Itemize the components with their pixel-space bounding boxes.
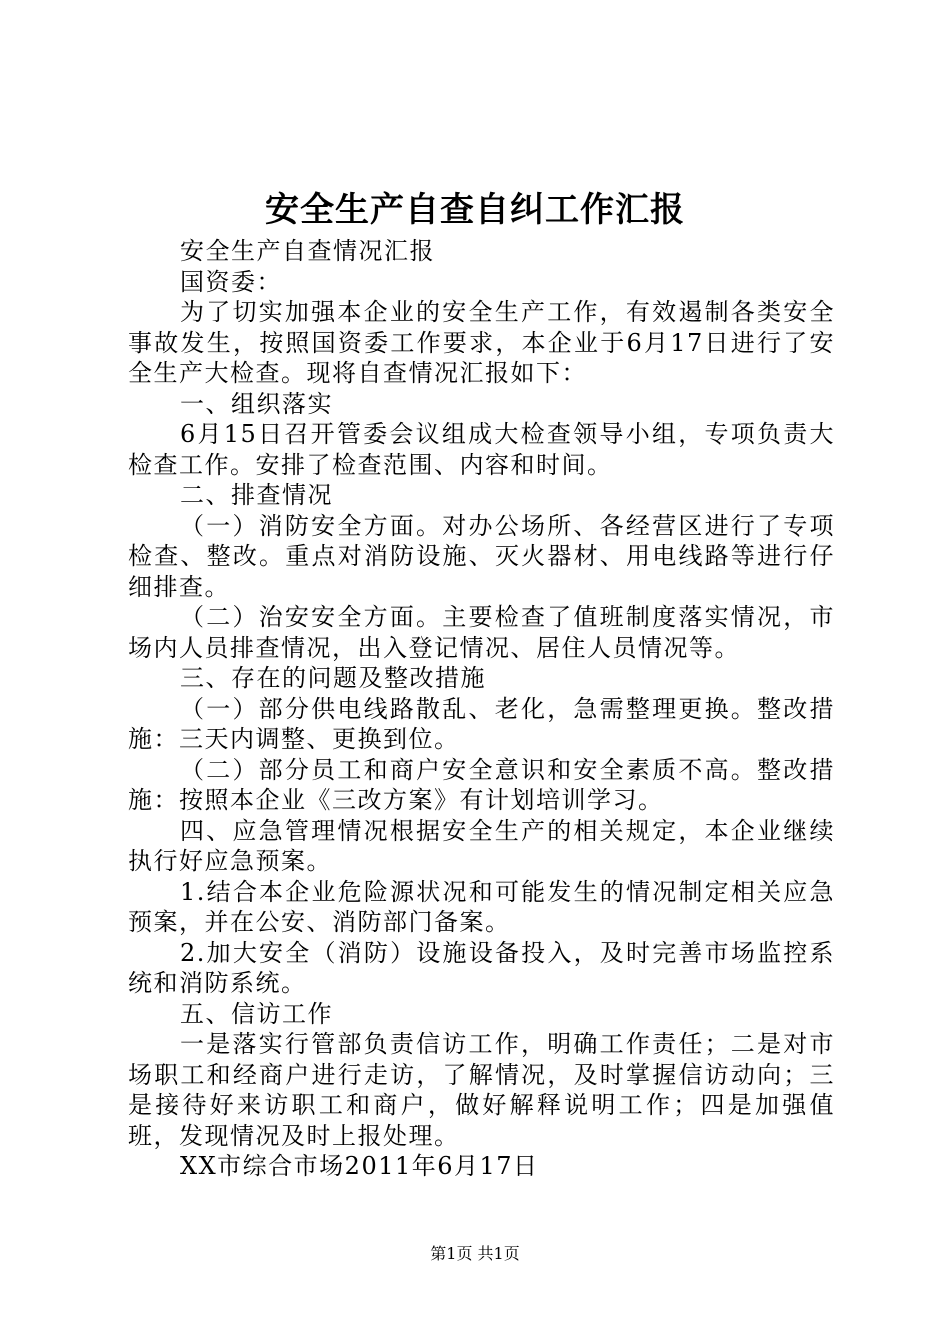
paragraph-emergency-1: 1.结合本企业危险源状况和可能发生的情况制定相关应急预案，并在公安、消防部门备案。 [128, 877, 835, 936]
paragraph-issue-2: （二）部分员工和商户安全意识和安全素质不高。整改措施：按照本企业《三改方案》有计划培训学习。 [128, 755, 835, 814]
page-footer: 第1页 共1页 [430, 1244, 520, 1263]
paragraph-signature-date: XX市综合市场2011年6月17日 [180, 1152, 539, 1180]
paragraph-fire-safety: （一）消防安全方面。对办公场所、各经营区进行了专项检查、整改。重点对消防设施、灭火器材、用电线路等进行仔细排查。 [128, 511, 835, 601]
paragraph-public-security: （二）治安安全方面。主要检查了值班制度落实情况，市场内人员排查情况，出入登记情况、居住人员情况等。 [128, 603, 835, 662]
paragraph-issue-1: （一）部分供电线路散乱、老化，急需整理更换。整改措施：三天内调整、更换到位。 [128, 694, 835, 753]
section-heading-3: 三、存在的问题及整改措施 [180, 664, 486, 692]
section-heading-2: 二、排查情况 [180, 481, 333, 509]
section-heading-4: 四、应急管理情况根据安全生产的相关规定，本企业继续执行好应急预案。 [128, 816, 835, 875]
paragraph-organization: 6月15日召开管委会议组成大检查领导小组，专项负责大检查工作。安排了检查范围、内容和时间。 [128, 420, 835, 479]
document-title: 安全生产自查自纠工作汇报 [265, 190, 685, 230]
paragraph-emergency-2: 2.加大安全（消防）设施设备投入，及时完善市场监控系统和消防系统。 [128, 938, 835, 997]
section-heading-1: 一、组织落实 [180, 389, 333, 418]
paragraph-petition-work: 一是落实行管部负责信访工作，明确工作责任；二是对市场职工和经商户进行走访，了解情况，及时掌握信访动向；三是接待好来访职工和商户，做好解释说明工作；四是加强值班，发现情况及时上报处理。 [128, 1030, 835, 1150]
section-heading-5: 五、信访工作 [180, 999, 333, 1028]
paragraph-report-heading: 安全生产自查情况汇报 [180, 237, 435, 265]
paragraph-intro: 为了切实加强本企业的安全生产工作，有效遏制各类安全事故发生，按照国资委工作要求，本企业于6月17日进行了安全生产大检查。现将自查情况汇报如下： [128, 298, 835, 387]
paragraph-salutation: 国资委： [180, 267, 282, 296]
document-body [128, 236, 835, 1182]
